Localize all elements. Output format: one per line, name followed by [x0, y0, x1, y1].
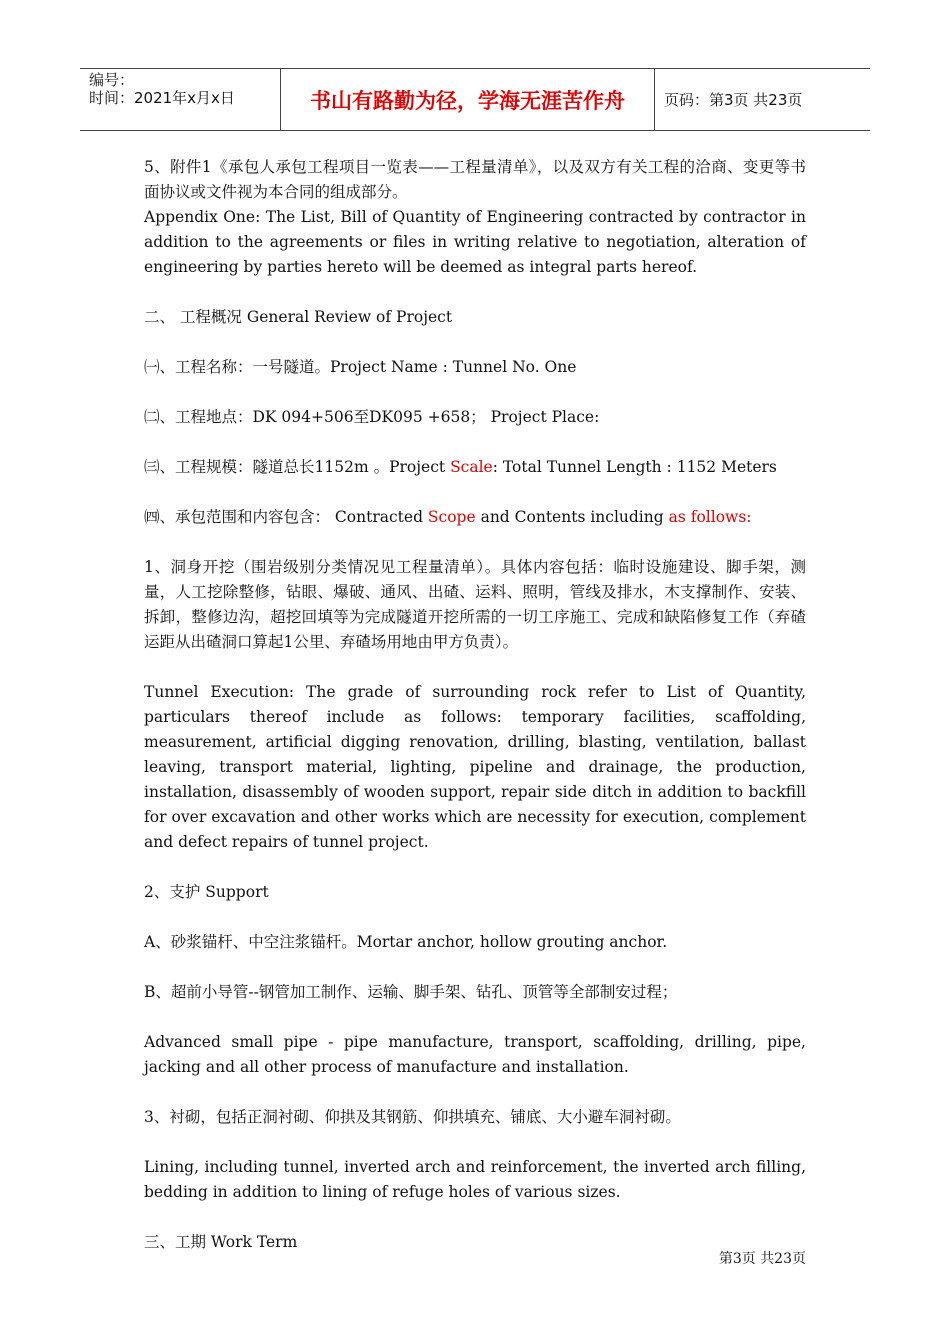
section-3-title: 三、工期 Work Term [144, 1233, 298, 1251]
paragraph-tunnel-en: Tunnel Execution: The grade of surrounding rock refer to List of Quantity, particulars thereof include as follows: temporary facilities, scaffolding, measurement, artificial digging renovation, drilling, blasting, ventilation, ballast leaving, transport material, lighting, pipeline and drainage, the production, installation, disassembly of wooden support, repair side ditch in addition to backfill for over excavation and other works which are necessity for execution, complement and defect repairs of tunnel project. [144, 683, 806, 851]
support-item-a: A、砂浆锚杆、中空注浆锚杆。Mortar anchor, hollow grouting anchor. [144, 933, 668, 951]
highlight-scale: Scale [450, 458, 493, 476]
project-scale-item: ㈢、工程规模：隧道总长1152m 。Project Scale: Total Tunnel Length : 1152 Meters [144, 458, 777, 476]
support-item-b: B、超前小导管--钢管加工制作、运输、脚手架、钻孔、顶管等全部制安过程； [144, 983, 678, 1001]
project-scope-item: ㈣、承包范围和内容包含： Contracted Scope and Contents including as follows: [144, 508, 752, 526]
header-meta [80, 69, 281, 130]
section-2-title: 二、 工程概况 General Review of Project [144, 308, 453, 326]
header-page-info: 页码：第3页 共23页 [664, 91, 803, 109]
highlight-scope: Scope [427, 508, 476, 526]
page-header [80, 68, 870, 131]
support-title: 2、支护 Support [144, 883, 269, 901]
document-number-label: 编号： [89, 71, 135, 89]
project-name-item: ㈠、工程名称：一号隧道。Project Name : Tunnel No. One [144, 358, 577, 376]
lining-en: Lining, including tunnel, inverted arch and reinforcement, the inverted arch filling, bedding in addition to lining of refuge holes of various sizes. [144, 1158, 806, 1201]
paragraph-appendix-en: Appendix One: The List, Bill of Quantity of Engineering contracted by contractor in addition to the agreements or files in writing relative to negotiation, alteration of engineering by parties hereto will be deemed as integral parts hereof. [144, 208, 806, 276]
paragraph-appendix-cn: 5、附件1《承包人承包工程项目一览表——工程量清单》，以及双方有关工程的洽商、变更等书面协议或文件视为本合同的组成部分。 [144, 158, 806, 201]
highlight-as-follows: as follows: [668, 508, 752, 526]
document-date: 时间：2021年x月x日 [89, 89, 235, 107]
support-item-b-en: Advanced small pipe - pipe manufacture, transport, scaffolding, drilling, pipe, jacking and all other process of manufacture and installation. [144, 1033, 806, 1076]
header-motto: 书山有路勤为径，学海无涯苦作舟 [281, 69, 655, 130]
project-place-item: ㈡、工程地点：DK 094+506至DK095 +658； Project Place: [144, 408, 600, 426]
page-footer: 第3页 共23页 [718, 1251, 806, 1267]
paragraph-tunnel-cn: 1、洞身开挖（围岩级别分类情况见工程量清单）。具体内容包括：临时设施建设、脚手架，测量，人工挖除整修，钻眼、爆破、通风、出碴、运料、照明，管线及排水，木支撑制作、安装、拆卸，整修边沟，超挖回填等为完成隧道开挖所需的一切工序施工、完成和缺陷修复工作（弃碴运距从出碴洞口算起1公里、弃碴场用地由甲方负责）。 [144, 558, 806, 651]
document-body [144, 155, 806, 1255]
lining-cn: 3、衬砌，包括正洞衬砌、仰拱及其钢筋、仰拱填充、铺底、大小避车洞衬砌。 [144, 1108, 681, 1126]
